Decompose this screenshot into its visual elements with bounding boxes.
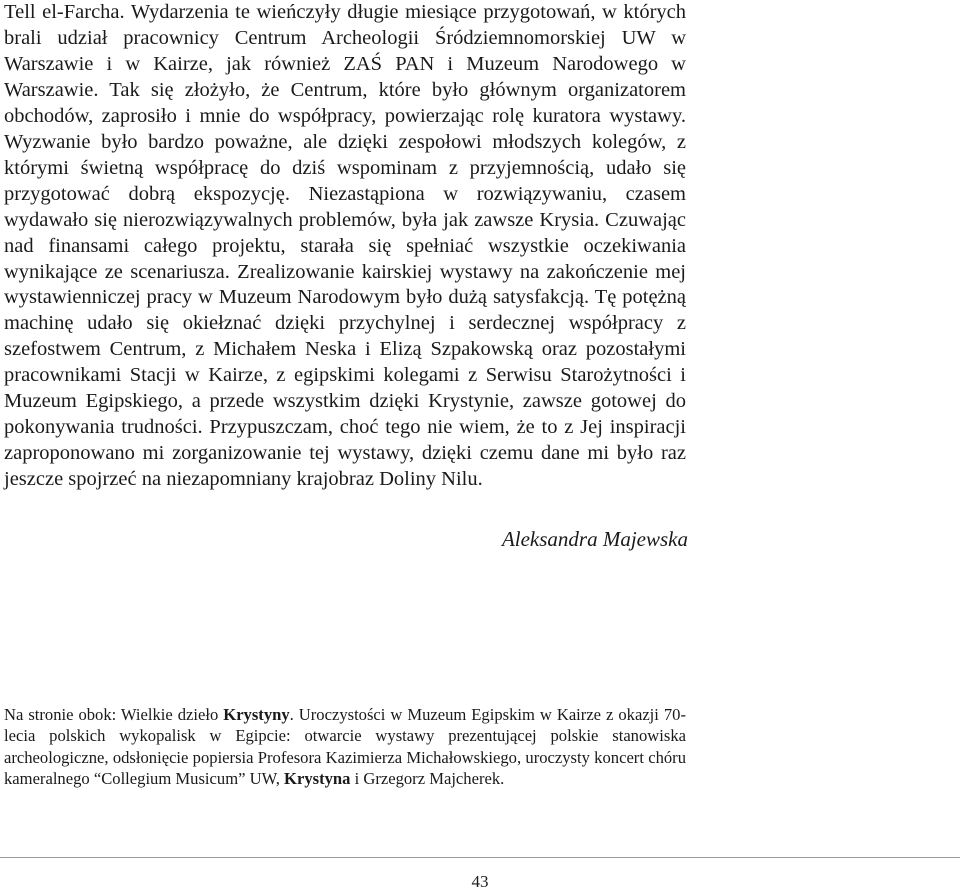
footer-divider: [0, 857, 960, 858]
caption-text-3: i Grzegorz Majcherek.: [350, 768, 505, 788]
body-paragraph: Tell el-Farcha. Wydarzenia te wieńczyły długie miesiące przygotowań, w których brali udział pracownicy Centrum Archeologii Śródziemnomorskiej UW w Warszawie i w Kairze, jak również ZAŚ PAN i Muzeum Narodowego w Warszawie. Tak się złożyło, że Centrum, które było głównym organizatorem obchodów, zaprosiło i mnie do współpracy, powierzając rolę kuratora wystawy. Wyzwanie było bardzo poważne, ale dzięki zespołowi młodszych kolegów, z którymi świetną współpracę do dziś wspominam z przyjemnością, udało się przygotować dobrą ekspozycję. Niezastąpiona w rozwiązywaniu, czasem wydawało się nierozwiązywalnych problemów, była jak zawsze Krysia. Czuwając nad finansami całego projektu, starała się spełniać wszystkie oczekiwania wynikające ze scenariusza. Zrealizowanie kairskiej wystawy na zakończenie mej wystawienniczej pracy w Muzeum Narodowym było dużą satysfakcją. Tę potężną machinę udało się okiełznać dzięki przychylnej i serdecznej współpracy z szefostwem Centrum, z Michałem Neska i Elizą Szpakowską oraz pozostałymi pracownikami Stacji w Kairze, z egipskimi kolegami z Serwisu Starożytności i Muzeum Egipskiego, a przede wszystkim dzięki Krystynie, zawsze gotowej do pokonywania trudności. Przypuszczam, choć tego nie wiem, że to z Jej inspiracji zaproponowano mi zorganizowanie tej wystawy, dzięki czemu dane mi było raz jeszcze spojrzeć na niezapomniany krajobraz Doliny Nilu.: [4, 1, 686, 491]
page-number: 43: [471, 872, 489, 891]
caption-text-2: . Uroczystości w Muzeum Egipskim w Kairze z okazji 70-lecia polskich wykopalisk w Egipcie: otwarcie wystawy prezentującej polskie stanowiska archeologiczne, odsłonięcie popiersia Profesora Kazimierza Michałowskiego, uroczysty koncert chóru kameralnego “Collegium Musicum” UW,: [4, 705, 686, 788]
caption-name-krystyna-1: Krystyny: [223, 705, 290, 724]
photo-caption: [4, 704, 686, 789]
caption-text-1: Na stronie obok: Wielkie dzieło: [4, 705, 224, 724]
author-signature: Aleksandra Majewska: [501, 527, 688, 551]
caption-name-krystyna-2: Krystyna: [284, 768, 351, 788]
